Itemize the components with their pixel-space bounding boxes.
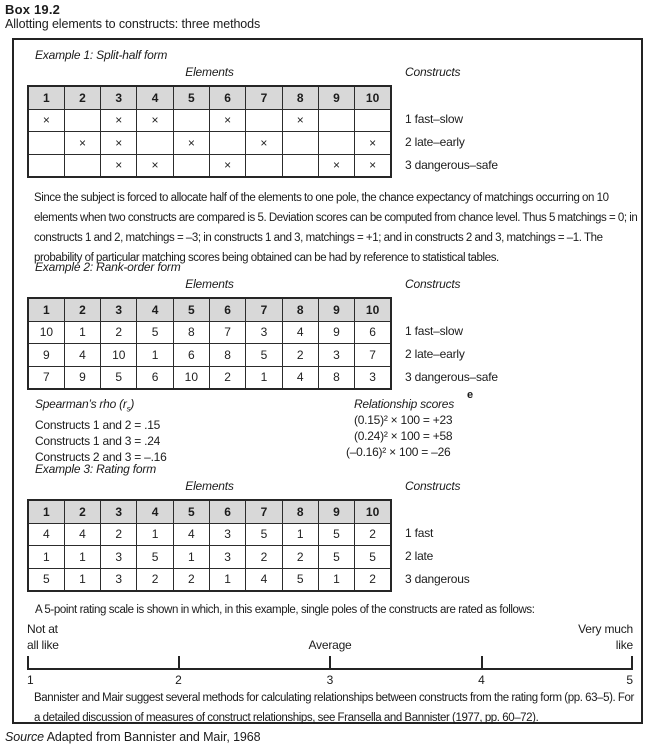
table-cell: ×: [101, 132, 137, 155]
table-cell: ×: [355, 132, 391, 155]
table-cell: ×: [246, 132, 282, 155]
table-cell: 2: [101, 523, 137, 546]
table-row: [28, 109, 391, 132]
table-cell: 3: [209, 546, 245, 569]
stray-scan-mark: e: [467, 389, 474, 401]
construct-label: 3 dangerous–safe: [405, 370, 498, 384]
table-cell: 5: [101, 366, 137, 389]
table-cell: 6: [355, 321, 391, 344]
table-cell: [137, 132, 173, 155]
table-cell: 1: [209, 568, 245, 591]
scale-label-right: like: [615, 638, 633, 652]
constructs-label: Constructs: [405, 277, 461, 291]
table-cell: ×: [209, 109, 245, 132]
table-cell: 1: [282, 523, 318, 546]
table-cell: ×: [209, 154, 245, 177]
table-cell: 2: [282, 344, 318, 367]
column-header: 10: [355, 500, 391, 523]
table-cell: ×: [28, 109, 64, 132]
example-title: Example 3: Rating form: [35, 462, 156, 476]
table-cell: [173, 109, 209, 132]
elements-label: Elements: [185, 65, 234, 79]
scale-number: 1: [27, 673, 34, 687]
table-cell: [28, 132, 64, 155]
table-cell: 5: [246, 523, 282, 546]
relationship-line: (0.24)² × 100 = +58: [354, 429, 453, 443]
table-row: [28, 154, 391, 177]
table-cell: 5: [282, 568, 318, 591]
table-cell: 5: [355, 546, 391, 569]
table-header-row: [28, 86, 391, 109]
table-cell: [318, 132, 354, 155]
table-cell: ×: [137, 154, 173, 177]
table-cell: 4: [173, 523, 209, 546]
table-cell: 1: [173, 546, 209, 569]
content-box: [12, 38, 643, 724]
table-row: [28, 366, 391, 389]
column-header: 6: [209, 500, 245, 523]
table-cell: 5: [137, 546, 173, 569]
constructs-label: Constructs: [405, 65, 461, 79]
table-cell: ×: [64, 132, 100, 155]
scale-number: 3: [326, 673, 334, 687]
scale-tick: [631, 656, 633, 669]
column-header: 8: [282, 500, 318, 523]
table-row: [28, 321, 391, 344]
example-2-table: [27, 297, 392, 390]
column-header: 1: [28, 86, 64, 109]
table-cell: [246, 154, 282, 177]
scale-label-left: Not at: [27, 622, 58, 636]
column-header: 5: [173, 298, 209, 321]
construct-label: 2 late–early: [405, 347, 465, 361]
table-cell: ×: [318, 154, 354, 177]
column-header: 7: [246, 298, 282, 321]
rating-scale-intro: A 5-point rating scale is shown in which, in this example, single poles of the constructs are rated as follows:: [35, 604, 535, 616]
spearman-subscript: s: [126, 404, 131, 414]
table-cell: [209, 132, 245, 155]
table-cell: 5: [246, 344, 282, 367]
spearman-line: Constructs 1 and 2 = .15: [35, 418, 161, 433]
table-cell: 3: [101, 546, 137, 569]
construct-label: 2 late: [405, 549, 434, 563]
table-cell: 2: [173, 568, 209, 591]
table-row: [28, 344, 391, 367]
table-cell: 5: [28, 568, 64, 591]
table-cell: 8: [318, 366, 354, 389]
spearman-heading-text: Spearman’s rho (r: [35, 397, 127, 411]
source-word: Source: [5, 730, 45, 744]
construct-labels: [405, 522, 470, 591]
table-cell: 4: [246, 568, 282, 591]
table-cell: ×: [173, 132, 209, 155]
table-cell: 10: [173, 366, 209, 389]
elements-label: Elements: [185, 277, 234, 291]
table-row: [28, 546, 391, 569]
table-row: [28, 523, 391, 546]
table-cell: 2: [209, 366, 245, 389]
table-cell: 4: [282, 366, 318, 389]
table-cell: [282, 132, 318, 155]
construct-labels: [405, 320, 498, 389]
table-cell: 8: [173, 321, 209, 344]
column-header: 6: [209, 86, 245, 109]
table-cell: 5: [318, 523, 354, 546]
table-cell: 1: [246, 366, 282, 389]
table-cell: 4: [64, 344, 100, 367]
scale-tick: [27, 656, 29, 669]
column-header: 9: [318, 298, 354, 321]
table-row: [28, 132, 391, 155]
example-1-table: [27, 85, 392, 178]
construct-label: 3 dangerous: [405, 572, 470, 586]
table-cell: 2: [355, 568, 391, 591]
table-cell: [355, 109, 391, 132]
table-header-row: [28, 500, 391, 523]
column-header: 4: [137, 86, 173, 109]
table-cell: 1: [28, 546, 64, 569]
table-cell: ×: [137, 109, 173, 132]
scale-label-right: Very much: [578, 622, 633, 636]
scale-tick: [178, 656, 180, 669]
spearman-heading-close: ): [130, 397, 135, 411]
scale-label-center: Average: [308, 638, 352, 652]
column-header: 8: [282, 86, 318, 109]
column-header: 3: [101, 86, 137, 109]
column-header: 3: [101, 500, 137, 523]
table-cell: 9: [318, 321, 354, 344]
table-cell: [282, 154, 318, 177]
table-cell: [246, 109, 282, 132]
column-header: 5: [173, 500, 209, 523]
table-cell: 3: [246, 321, 282, 344]
relationship-line: (0.15)² × 100 = +23: [354, 413, 453, 427]
construct-labels: [405, 108, 498, 177]
spearman-block: [35, 396, 167, 465]
relationship-heading: Relationship scores: [354, 397, 454, 411]
table-cell: 10: [28, 321, 64, 344]
table-cell: 3: [209, 523, 245, 546]
table-cell: 3: [101, 568, 137, 591]
column-header: 9: [318, 500, 354, 523]
relationship-scores-block: [346, 396, 454, 460]
table-cell: [173, 154, 209, 177]
table-cell: ×: [101, 154, 137, 177]
construct-label: 2 late–early: [405, 135, 465, 149]
scale-number: 2: [175, 673, 182, 687]
table-cell: 9: [28, 344, 64, 367]
table-cell: [64, 109, 100, 132]
table-cell: 1: [318, 568, 354, 591]
table-cell: 2: [101, 321, 137, 344]
spearman-heading: [35, 396, 167, 417]
explanation-paragraph: Since the subject is forced to allocate half of the elements to one pole, the chance expectancy of matchings occurring on 10 elements when two constructs are compared is 5. Deviation scores can be computed from chance level. Thus 5 matchings = 0; in constructs 1 and 2, matchings = –3; in constructs 1 and 3, matchings = +1; and in constructs 2 and 3, matchings = –1. The probability of particular matching scores being obtained can be had by reference to statistical tables.: [34, 192, 638, 264]
column-header: 2: [64, 298, 100, 321]
construct-label: 1 fast–slow: [405, 112, 463, 126]
closing-paragraph: Bannister and Mair suggest several methods for calculating relationships between constructs from the rating form (pp. 63–5). For a detailed discussion of measures of construct relationships, see Fransella and Bannister (1977, pp. 60–72).: [34, 692, 634, 724]
table-cell: 7: [28, 366, 64, 389]
table-cell: 6: [137, 366, 173, 389]
scale-tick: [329, 656, 331, 669]
table-row: [28, 568, 391, 591]
table-cell: 3: [355, 366, 391, 389]
column-header: 8: [282, 298, 318, 321]
column-header: 4: [137, 298, 173, 321]
column-header: 5: [173, 86, 209, 109]
column-header: 3: [101, 298, 137, 321]
column-header: 10: [355, 298, 391, 321]
table-cell: 4: [64, 523, 100, 546]
table-cell: 2: [137, 568, 173, 591]
table-cell: 10: [101, 344, 137, 367]
construct-label: 3 dangerous–safe: [405, 158, 498, 172]
scale-number: 5: [626, 673, 633, 687]
table-cell: ×: [355, 154, 391, 177]
column-header: 10: [355, 86, 391, 109]
source-text: Adapted from Bannister and Mair, 1968: [44, 730, 261, 744]
example-title: Example 1: Split-half form: [35, 48, 168, 62]
column-header: 2: [64, 86, 100, 109]
table-cell: 1: [64, 568, 100, 591]
example-title: Example 2: Rank-order form: [35, 260, 181, 274]
column-header: 4: [137, 500, 173, 523]
table-cell: 1: [137, 344, 173, 367]
spearman-line: Constructs 2 and 3 = –.16: [35, 450, 167, 465]
table-cell: 4: [282, 321, 318, 344]
table-cell: [64, 154, 100, 177]
table-cell: 2: [355, 523, 391, 546]
column-header: 1: [28, 500, 64, 523]
example-3-table: [27, 499, 392, 592]
spearman-line: Constructs 1 and 3 = .24: [35, 434, 161, 449]
column-header: 7: [246, 86, 282, 109]
table-cell: 5: [318, 546, 354, 569]
constructs-label: Constructs: [405, 479, 461, 493]
elements-label: Elements: [185, 479, 234, 493]
relationship-line: (–0.16)² × 100 = –26: [346, 445, 451, 459]
table-cell: 4: [28, 523, 64, 546]
table-header-row: [28, 298, 391, 321]
table-cell: [28, 154, 64, 177]
column-header: 9: [318, 86, 354, 109]
column-header: 7: [246, 500, 282, 523]
table-cell: 1: [64, 546, 100, 569]
box-title: Allotting elements to constructs: three methods: [5, 17, 261, 31]
table-cell: 8: [209, 344, 245, 367]
table-cell: ×: [282, 109, 318, 132]
scale-tick: [481, 656, 483, 669]
scale-label-left: all like: [27, 638, 59, 652]
table-cell: 5: [137, 321, 173, 344]
construct-label: 1 fast–slow: [405, 324, 463, 338]
table-cell: 2: [282, 546, 318, 569]
table-cell: [318, 109, 354, 132]
table-cell: 6: [173, 344, 209, 367]
table-cell: 1: [137, 523, 173, 546]
column-header: 2: [64, 500, 100, 523]
box-number-label: Box 19.2: [5, 2, 61, 17]
table-cell: 1: [64, 321, 100, 344]
column-header: 1: [28, 298, 64, 321]
table-cell: ×: [101, 109, 137, 132]
table-cell: 7: [355, 344, 391, 367]
table-cell: 2: [246, 546, 282, 569]
construct-label: 1 fast: [405, 526, 434, 540]
scale-number: 4: [478, 673, 485, 687]
column-header: 6: [209, 298, 245, 321]
table-cell: 3: [318, 344, 354, 367]
table-cell: 7: [209, 321, 245, 344]
table-cell: 9: [64, 366, 100, 389]
source-credit: [5, 730, 261, 744]
